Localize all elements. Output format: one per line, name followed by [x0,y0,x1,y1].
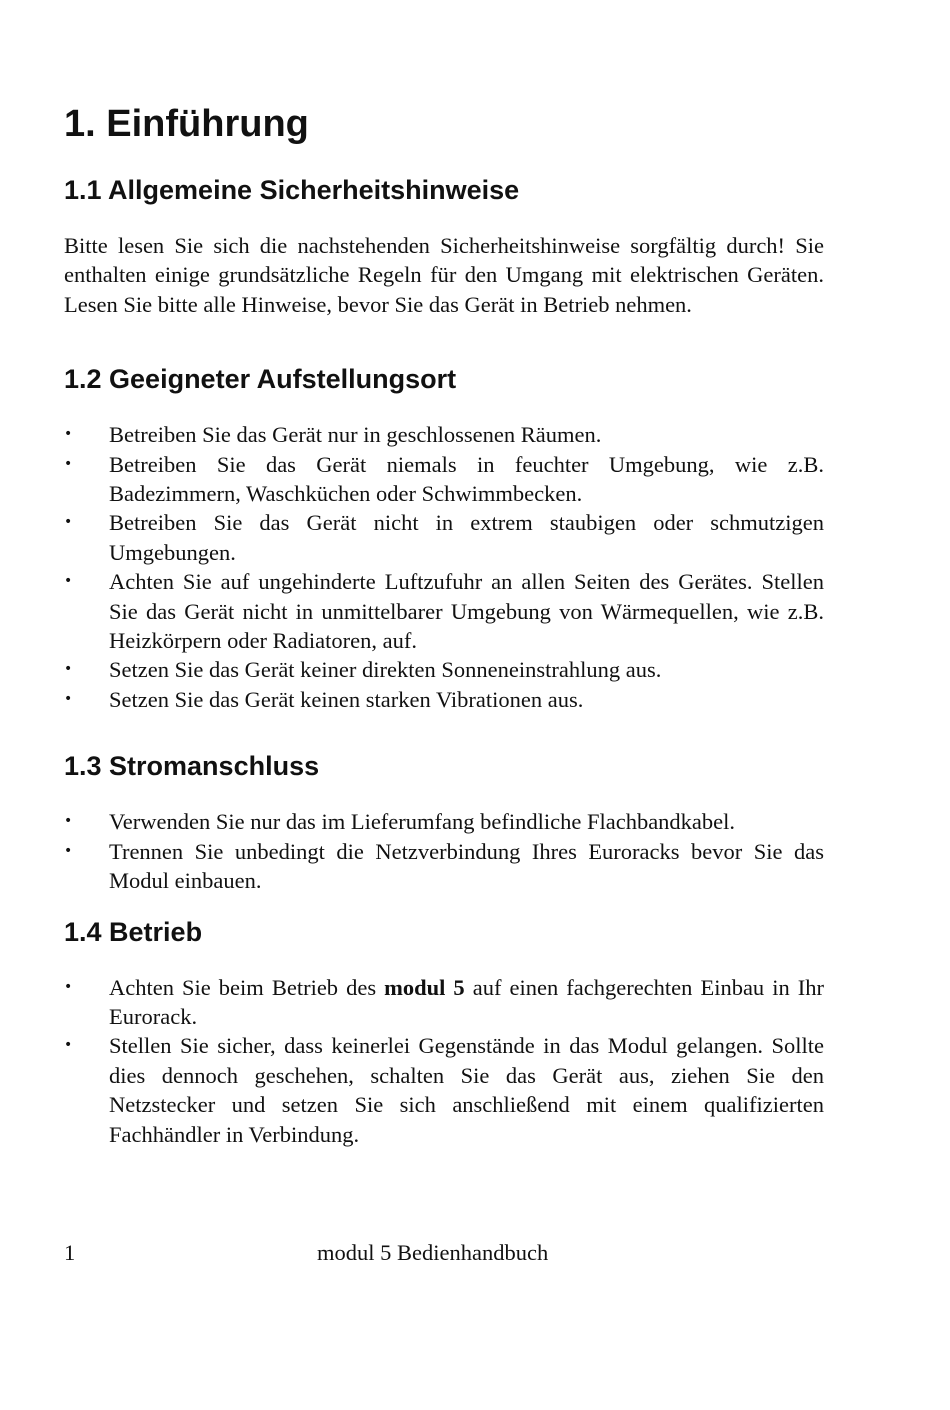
list-item: • Betreiben Sie das Gerät nicht in extrem staubigen oder schmutzigen Umgebungen. [64,510,824,565]
bullet-icon: • [64,661,73,678]
page-content [64,98,824,1149]
bullet-icon: • [64,455,73,472]
list-item: • Achten Sie auf ungehinderte Luftzufuhr an allen Seiten des Gerätes. Stellen Sie das Gerät nicht in unmittelbarer Umgebung von Wärmequellen, wie z.B. Heizkörpern oder Radiatoren, auf. [64,569,824,654]
list-item: • Achten Sie beim Betrieb des modul 5 auf einen fachgerechten Einbau in Ihr Eurorack. [64,974,824,1029]
list-item: • Trennen Sie unbedingt die Netzverbindung Ihres Euroracks bevor Sie das Modul einbauen. [64,838,824,894]
section-1-4-list [64,973,824,1149]
bullet-icon: • [64,813,73,830]
footer-title: modul 5 Bedienhandbuch [317,1240,549,1265]
product-name: modul 5 [384,974,465,1000]
bullet-icon: • [64,426,73,443]
bullet-icon: • [64,978,73,995]
bullet-icon: • [64,690,73,707]
section-1-2-list [64,420,824,714]
page-number: 1 [64,1240,76,1265]
chapter-title: 1. Einführung [64,103,309,145]
bullet-icon: • [64,514,73,531]
list-item: • Setzen Sie das Gerät keinen starken Vibrationen aus. [64,685,824,714]
list-item: • Stellen Sie sicher, dass keinerlei Gegenstände in das Modul gelangen. Sollte dies dennoch geschehen, schalten Sie das Gerät aus, ziehen Sie den Netzstecker und setzen Sie sich anschließend mit einem qualifizierten Fachhändler in Verbindung. [64,1033,824,1147]
bullet-icon: • [64,1037,73,1054]
list-item: • Verwenden Sie nur das im Lieferumfang befindliche Flachbandkabel. [64,807,824,836]
list-item: • Betreiben Sie das Gerät nur in geschlossenen Räumen. [64,420,824,449]
section-heading-1-2: 1.2 Geeigneter Aufstellungsort [64,364,457,395]
section-1-3-list [64,807,824,895]
section-heading-1-3: 1.3 Stromanschluss [64,751,320,782]
list-item: • Betreiben Sie das Gerät niemals in feuchter Umgebung, wie z.B. Badezimmern, Waschküchen oder Schwimmbecken. [64,451,824,507]
section-1-1-paragraph: Bitte lesen Sie sich die nachstehenden Sicherheitshinweise sorgfältig durch! Sie enthalten einige grundsätzliche Regeln für den Umgang mit elektrischen Geräten. Lesen Sie bitte alle Hinweise, bevor Sie das Gerät in Betrieb nehmen. [64,233,824,317]
section-heading-1-1: 1.1 Allgemeine Sicherheitshinweise [64,175,520,205]
section-heading-1-4: 1.4 Betrieb [64,916,203,947]
list-item: • Setzen Sie das Gerät keiner direkten Sonneneinstrahlung aus. [64,655,824,684]
bullet-icon: • [64,842,73,859]
bullet-icon: • [64,573,73,590]
